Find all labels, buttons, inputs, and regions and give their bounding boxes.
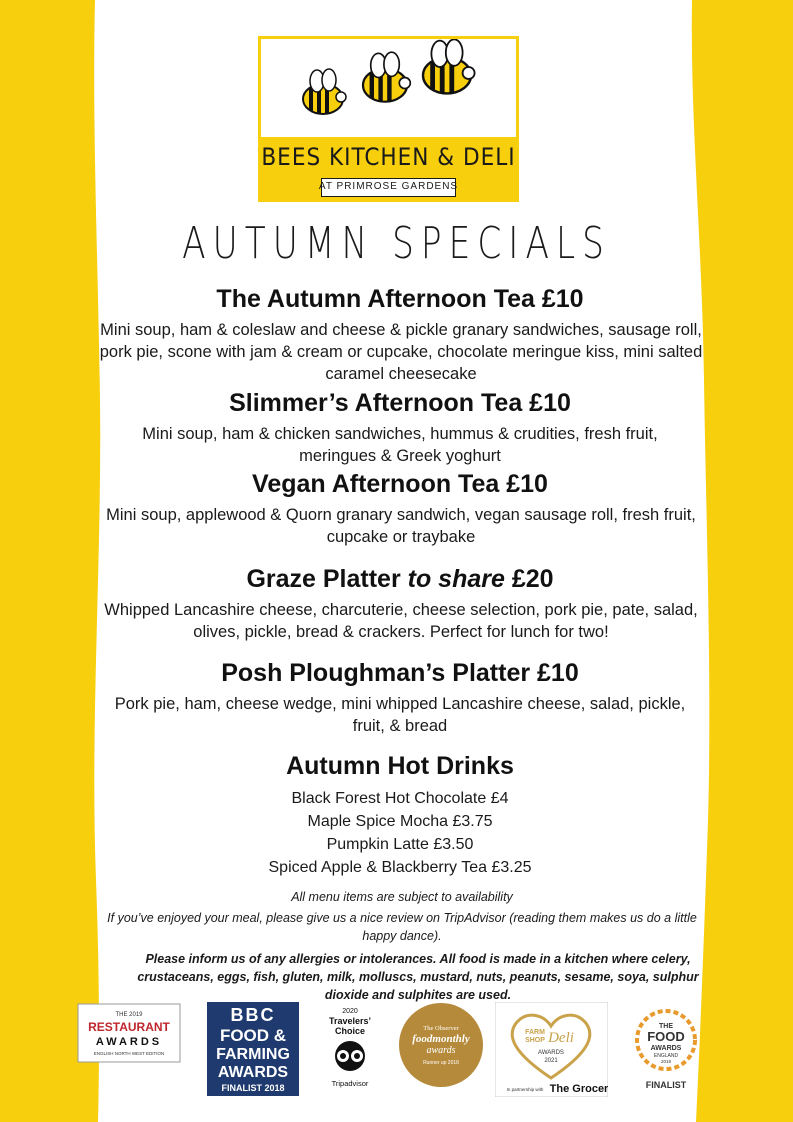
drink-item: Black Forest Hot Chocolate £4 — [291, 790, 509, 807]
farmshop-l4: AWARDS — [538, 1050, 564, 1056]
allergy-note: Please inform us of any allergies or intolerances. All food is made in a kitchen where celery, crustaceans, eggs, fish, gluten, milk, molluscs, mustard, nuts, peanuts, sesame, soya, sulphur dioxide and sulphites are used. — [137, 952, 699, 1002]
food-awards-badge — [625, 1002, 707, 1096]
drink-item: Maple Spice Mocha £3.75 — [307, 813, 493, 830]
bbc-awards-badge — [207, 1002, 299, 1096]
food-awards-l3: AWARDS — [650, 1045, 682, 1052]
drinks-heading: Autumn Hot Drinks — [286, 752, 514, 780]
drink-item: Spiced Apple & Blackberry Tea £3.25 — [268, 859, 532, 876]
logo-sub: AT PRIMROSE GARDENS — [318, 181, 459, 192]
availability-note: All menu items are subject to availability — [291, 890, 513, 904]
observer-l4: Runner up 2018 — [423, 1060, 459, 1066]
logo-name: BEES KITCHEN & DELI — [261, 143, 516, 171]
food-awards-l5: 2019 — [660, 1059, 672, 1064]
restaurant-awards-l2: AWARDS — [95, 1036, 163, 1048]
farmshop-l2: SHOP — [525, 1037, 545, 1044]
observer-l3: awards — [426, 1045, 456, 1056]
restaurant-awards-top: THE 2019 — [115, 1012, 143, 1018]
trip-l2: Choice — [334, 1026, 366, 1036]
item-heading: Slimmer’s Afternoon Tea £10 — [229, 389, 571, 417]
farmshop-l6: In partnership with — [506, 1087, 544, 1092]
bbc-l5: FINALIST 2018 — [221, 1083, 285, 1093]
left-yellow-wave — [0, 0, 100, 1122]
item-heading-italic: to share — [407, 565, 505, 593]
item-desc: Pork pie, ham, cheese wedge, mini whipped Lancashire cheese, salad, pickle, fruit, & bread — [114, 695, 686, 735]
observer-awards-badge — [398, 1002, 484, 1088]
trip-l1: Travelers’ — [328, 1016, 372, 1026]
farmshop-l3: Deli — [548, 1030, 574, 1046]
bbc-l3: FARMING — [216, 1046, 290, 1063]
page-title: AUTUMN SPECIALS — [182, 218, 611, 269]
item-heading: The Autumn Afternoon Tea £10 — [216, 285, 584, 313]
bee-icon — [261, 39, 516, 137]
review-note: If you’ve enjoyed your meal, please give us a nice review on TripAdvisor (reading them makes us do a little happy dance). — [107, 911, 697, 943]
bbc-l2: FOOD & — [219, 1026, 287, 1045]
bbc-l1: BBC — [230, 1005, 276, 1025]
item-heading-price: £20 — [504, 565, 554, 593]
restaurant-awards-l1: RESTAURANT — [88, 1020, 170, 1034]
food-awards-l1: THE — [659, 1023, 673, 1030]
farmshop-l7: The Grocer — [549, 1083, 608, 1095]
item-desc: Mini soup, applewood & Quorn granary sandwich, vegan sausage roll, fresh fruit, cupcake or traybake — [106, 506, 696, 546]
trip-year: 2020 — [342, 1008, 358, 1015]
trip-brand: Tripadvisor — [331, 1079, 369, 1088]
farmshop-l5: 2021 — [544, 1058, 558, 1064]
drink-item: Pumpkin Latte £3.50 — [326, 836, 474, 853]
tripadvisor-badge — [318, 1002, 382, 1090]
item-desc: Whipped Lancashire cheese, charcuterie, cheese selection, pork pie, pate, salad, olives, pickle, bread & crackers. Perfect for lunch for two! — [104, 601, 698, 641]
drinks-list — [200, 787, 600, 879]
item-desc: Mini soup, ham & chicken sandwiches, hummus & crudities, fresh fruit, meringues & Greek yoghurt — [142, 425, 658, 465]
food-awards-l6: FINALIST — [645, 1080, 687, 1090]
item-heading-main: Graze Platter — [246, 565, 408, 593]
restaurant-awards-badge — [77, 1003, 181, 1063]
bbc-l4: AWARDS — [217, 1064, 289, 1081]
owl-icon — [335, 1041, 365, 1071]
logo — [258, 36, 519, 202]
restaurant-awards-l3: ENGLISH NORTH WEST EDITION — [93, 1051, 165, 1056]
item-heading — [90, 565, 710, 594]
farmshop-deli-awards-badge — [495, 1002, 608, 1097]
food-awards-l4: ENGLAND — [653, 1053, 679, 1059]
observer-l2: foodmonthly — [412, 1033, 470, 1045]
item-desc: Mini soup, ham & coleslaw and cheese & pickle granary sandwiches, sausage roll, pork pie, scone with jam & cream or cupcake, chocolate meringue kiss, mini salted caramel cheesecake — [99, 321, 703, 383]
item-heading: Vegan Afternoon Tea £10 — [252, 470, 548, 498]
observer-l1: The Observer — [423, 1025, 459, 1032]
farmshop-l1: FARM — [525, 1029, 545, 1036]
item-heading: Posh Ploughman’s Platter £10 — [221, 659, 579, 687]
food-awards-l2: FOOD — [647, 1029, 685, 1044]
